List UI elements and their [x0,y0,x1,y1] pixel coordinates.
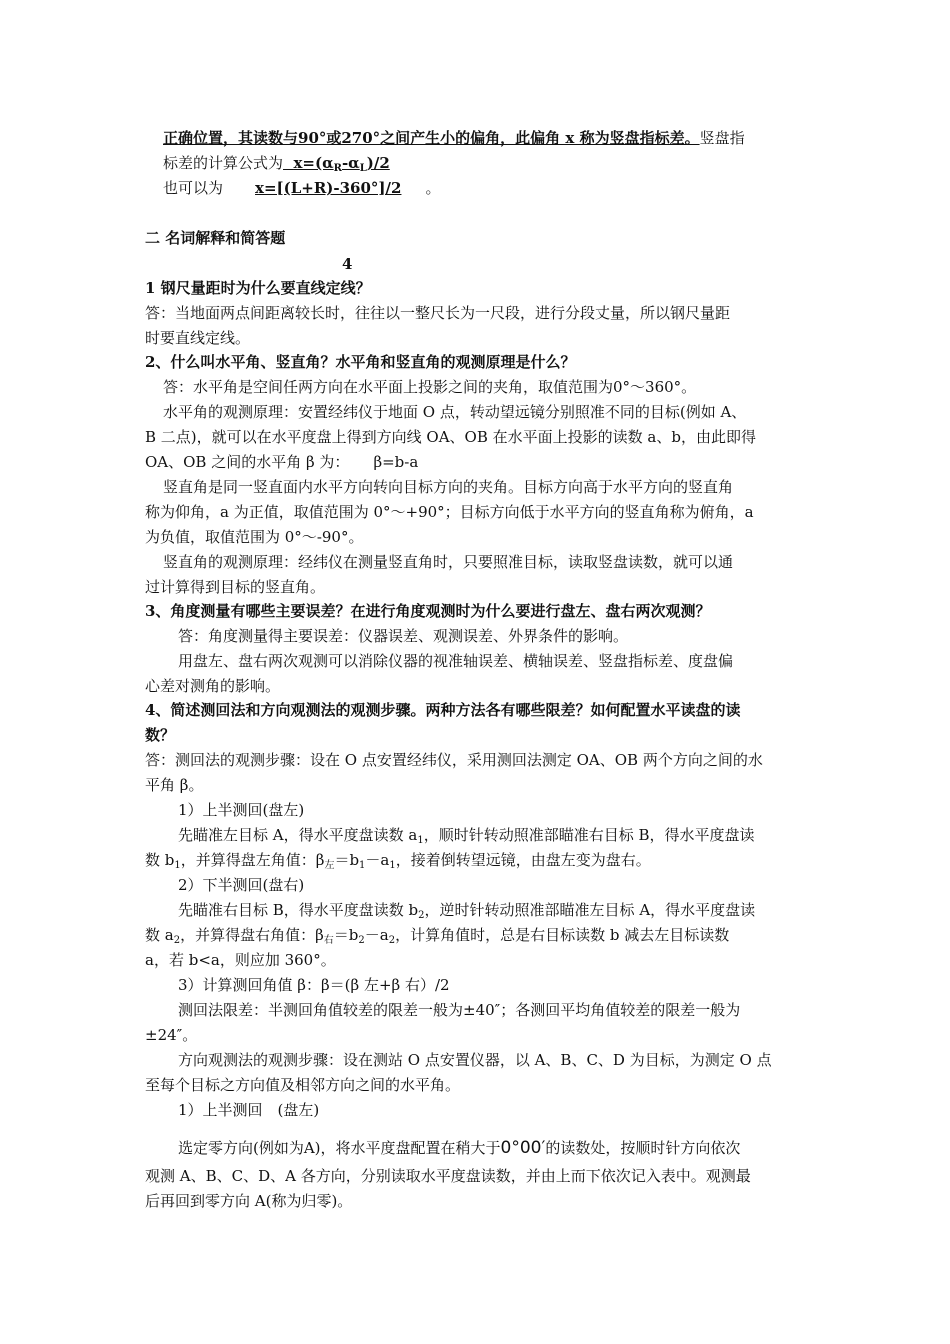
q4-answer-line: 选定零方向(例如为A)，将水平度盘配置在稍大于0°00′的读数处，按顺时针方向依次 [178,1138,741,1158]
q2-answer-line: B 二点)，就可以在水平度盘上得到方向线 OA、OB 在水平面上投影的读数 a、b，由此即得 [145,428,756,446]
q1-title: 1 钢尺量距时为什么要直线定线？ [145,279,371,297]
q4-step-heading: 3）计算测回角值 β：β＝(β 左+β 右）/2 [178,976,450,994]
q2-title: 2、什么叫水平角、竖直角？水平角和竖直角的观测原理是什么？ [145,353,576,371]
q4-title: 4、简述测回法和方向观测法的观测步骤。两种方法各有哪些限差？如何配置水平读盘的读 [145,701,741,719]
intro-line-1: 正确位置，其读数与90°或270°之间产生小的偏角，此偏角 x 称为竖盘指标差。竖盘指 [163,129,745,147]
q1-answer-line: 时要直线定线。 [145,329,251,347]
q4-answer-line: 数 $a_2$，并算得盘右角值：$\beta_右=b_2-a_2$，计算角值时，总是右目标读数 b 减去左目标读数 [145,926,730,946]
q2-answer-line: 称为仰角，a 为正值，取值范围为 0°～+90°；目标方向低于水平方向的竖直角称为俯角，a [145,503,754,521]
q2-answer-line: 竖直角是同一竖直面内水平方向转向目标方向的夹角。目标方向高于水平方向的竖直角 [163,478,734,496]
q4-answer-line: 平角 β。 [145,776,204,794]
definition-bold-text: 正确位置，其读数与90°或270°之间产生小的偏角，此偏角 x 称为竖盘指标差。 [163,129,700,147]
q4-answer-line: 方向观测法的观测步骤：设在测站 O 点安置仪器，以 A、B、C、D 为目标，为测定 O 点 [178,1051,772,1069]
q3-title: 3、角度测量有哪些主要误差？在进行角度观测时为什么要进行盘左、盘右两次观测？ [145,602,711,620]
section-number: 4 [342,255,353,273]
section-title: 二 名词解释和简答题 [145,229,286,247]
angle-value: 0°00′ [500,1138,546,1158]
q3-answer-line: 心差对测角的影响。 [145,677,281,695]
q2-answer-line: 为负值，取值范围为 0°～-90°。 [145,528,364,546]
q4-answer-line: 后再回到零方向 A(称为归零)。 [145,1192,353,1210]
q4-answer-line: ±24″。 [145,1026,198,1044]
q4-answer-line: 至每个目标之方向值及相邻方向之间的水平角。 [145,1076,461,1094]
q2-answer-line: 过计算得到目标的竖直角。 [145,578,326,596]
q4-answer-line: a，若 b<a，则应加 360°。 [145,951,336,969]
q4-answer-line: 数 $b_1$，并算得盘左角值：$\beta_左=b_1-a_1$，接着倒转望远镜，由盘左变为盘右。 [145,851,651,871]
q2-answer-line: 水平角的观测原理：安置经纬仪于地面 O 点，转动望远镜分别照准不同的目标(例如 A、 [163,403,747,421]
q2-answer-line: 答：水平角是空间任两方向在水平面上投影之间的夹角，取值范围为0°～360°。 [163,378,697,396]
q4-title: 数？ [145,726,176,744]
q4-answer-line: 观测 A、B、C、D、A 各方向，分别读取水平度盘读数，并由上而下依次记入表中。观测最 [145,1167,751,1185]
q2-answer-line: OA、OB 之间的水平角 β 为： β=b-a [145,453,419,471]
q4-answer-line: 答：测回法的观测步骤：设在 O 点安置经纬仪，采用测回法测定 OA、OB 两个方向之间的水 [145,751,763,769]
formula-alt: x=[(L+R)-360°]/2 [255,179,402,197]
intro-line-2: 标差的计算公式为 $x=(\alpha_R-\alpha_L)/2$ [163,154,390,174]
q3-answer-line: 答：角度测量得主要误差：仪器误差、观测误差、外界条件的影响。 [178,627,629,645]
q3-answer-line: 用盘左、盘右两次观测可以消除仪器的视准轴误差、横轴误差、竖盘指标差、度盘偏 [178,652,734,670]
q4-step-heading: 2）下半测回(盘右) [178,876,305,894]
q4-step-heading: 1）上半测回(盘左) [178,801,305,819]
formula-index-error: $x=(\alpha_R-\alpha_L)/2$ [293,154,390,174]
q4-answer-line: 先瞄准右目标 B，得水平度盘读数 $b_2$，逆时针转动照准部瞄准左目标 A，得水平度盘读 [178,901,756,921]
q2-answer-line: 竖直角的观测原理：经纬仪在测量竖直角时，只要照准目标，读取竖盘读数，就可以通 [163,553,734,571]
q4-step-heading: 1）上半测回 (盘左) [178,1101,320,1119]
q4-answer-line: 先瞄准左目标 A，得水平度盘读数 $a_1$，顺时针转动照准部瞄准右目标 B，得水平度盘读 [178,826,755,846]
intro-line-3: 也可以为 x=[(L+R)-360°]/2 。 [163,179,441,197]
q4-answer-line: 测回法限差：半测回角值较差的限差一般为±40″；各测回平均角值较差的限差一般为 [178,1001,741,1019]
q1-answer-line: 答：当地面两点间距离较长时，往往以一整尺长为一尺段，进行分段丈量，所以钢尺量距 [145,304,731,322]
